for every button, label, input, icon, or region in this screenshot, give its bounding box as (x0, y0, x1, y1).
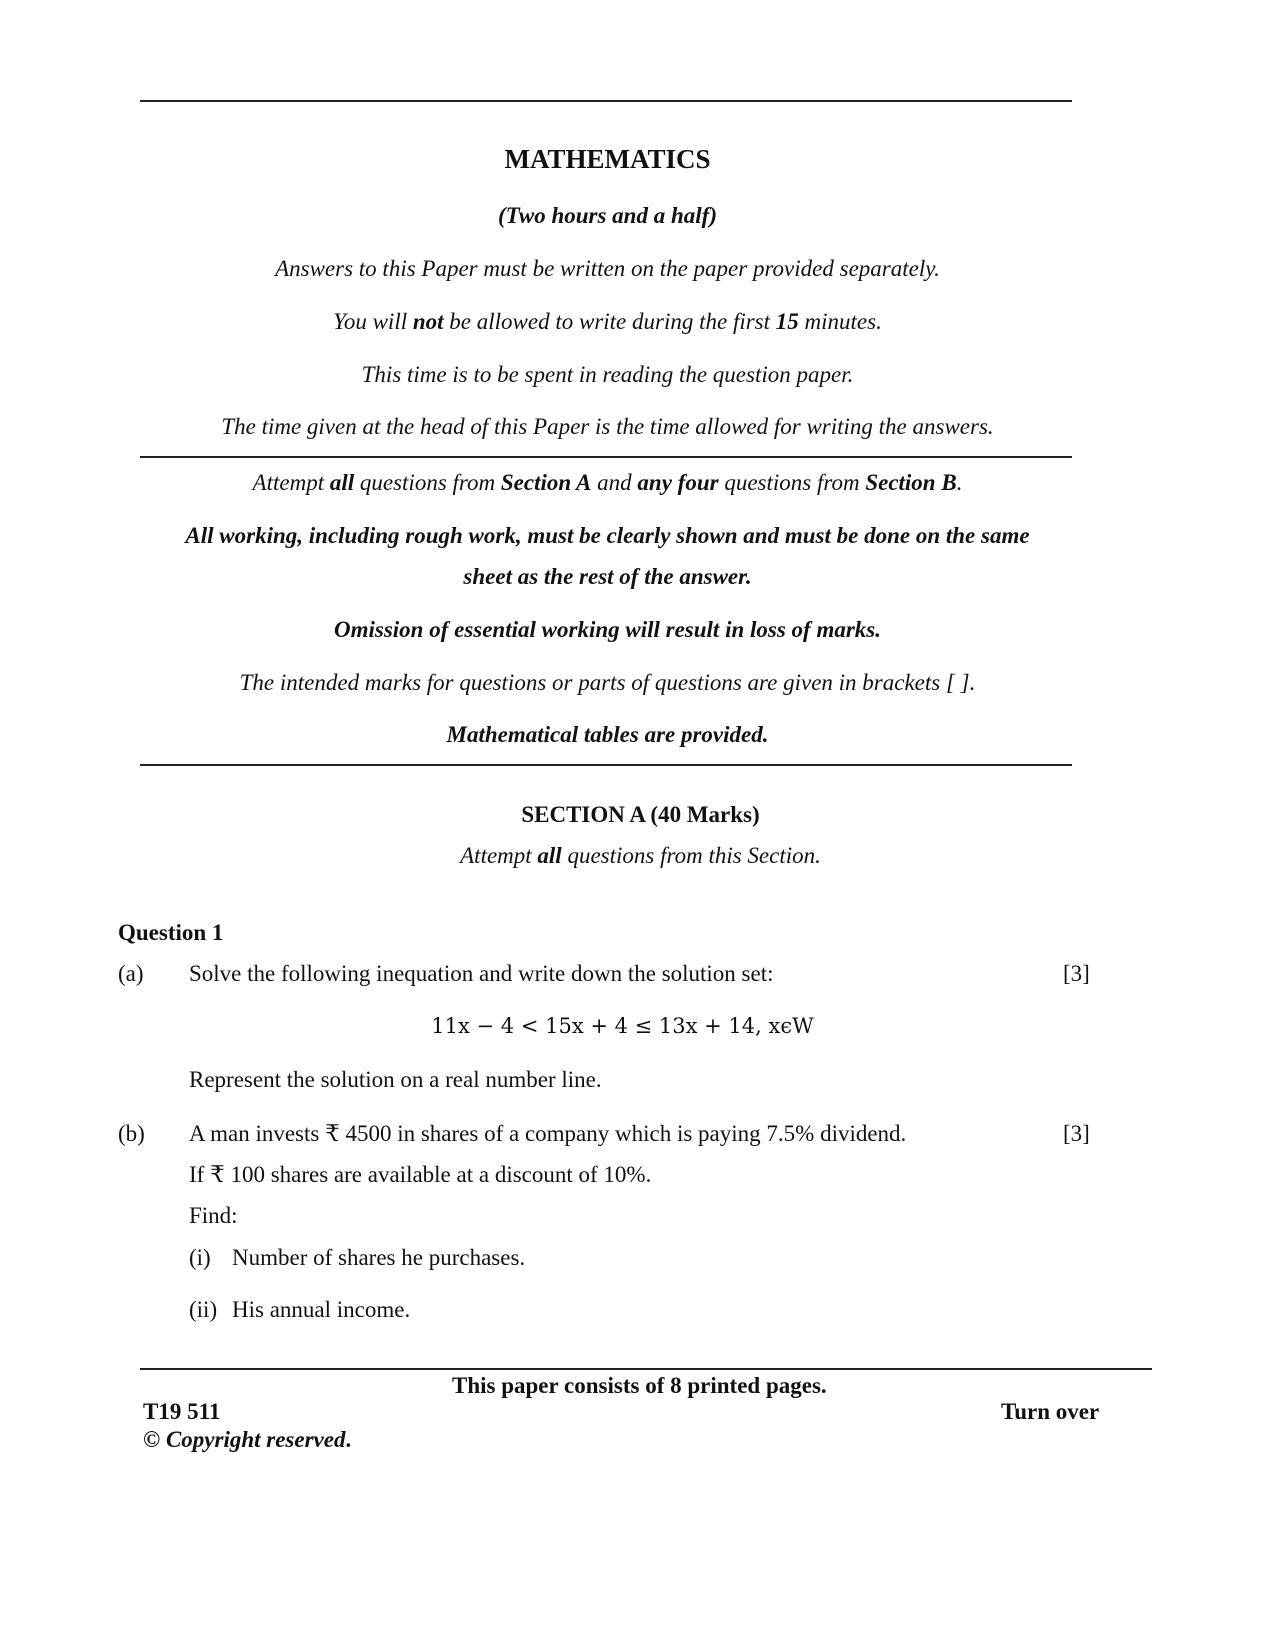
q1b-i-text: Number of shares he purchases. (232, 1245, 526, 1270)
marks-instruction: The intended marks for questions or parts of questions are given in brackets [ ]. (239, 670, 976, 695)
q1b-i-label: (i) (189, 1245, 211, 1270)
q1b-ii-label: (ii) (189, 1297, 218, 1322)
attempt-p2: questions from (354, 470, 501, 495)
q1a-label: (a) (118, 961, 144, 986)
working-instruction-line2: sheet as the rest of the answer. (463, 564, 752, 589)
attempt-p1: Attempt (252, 470, 330, 495)
q1b-line1: A man invests ₹ 4500 in shares of a company which is paying 7.5% dividend. (189, 1121, 907, 1146)
instruction-answers: Answers to this Paper must be written on the paper provided separately. (275, 256, 940, 281)
section-a-heading: SECTION A (40 Marks) (521, 802, 760, 827)
copyright (143, 1427, 351, 1453)
section-a-sub-pre: Attempt (460, 843, 538, 868)
copyright-dot: . (345, 1427, 352, 1452)
attempt-instruction (0, 470, 1245, 496)
instr2-not: not (412, 309, 444, 334)
copyright-symbol: © (143, 1427, 161, 1452)
attempt-p3: and (591, 470, 638, 495)
rules-rule (140, 764, 1072, 766)
attempt-section-a: Section A (500, 470, 592, 495)
working-instruction-line1: All working, including rough work, must be clearly shown and must be done on the same (185, 523, 1030, 548)
instruction-reading: This time is to be spent in reading the question paper. (361, 362, 854, 387)
question-1-title: Question 1 (118, 920, 224, 945)
paper-code: T19 511 (143, 1399, 221, 1424)
attempt-all: all (329, 470, 355, 495)
instruction-time-given: The time given at the head of this Paper is the time allowed for writing the answers. (221, 414, 994, 439)
attempt-section-b: Section B (865, 470, 957, 495)
section-a-subheading (3, 843, 1275, 869)
footer-rule (140, 1368, 1152, 1370)
footer-pages: This paper consists of 8 printed pages. (452, 1373, 827, 1398)
attempt-p5: . (956, 470, 963, 495)
top-rule (140, 100, 1072, 102)
section-a-sub-all: all (537, 843, 562, 868)
instr2-num: 15 (775, 309, 799, 334)
omission-instruction: Omission of essential working will result in loss of marks. (333, 617, 881, 642)
q1b-find: Find: (189, 1203, 238, 1228)
q1b-label: (b) (118, 1121, 145, 1146)
instr2-post: minutes. (798, 309, 882, 334)
duration: (Two hours and a half) (498, 203, 717, 228)
section-a-sub-post: questions from this Section. (561, 843, 821, 868)
q1a-text: Solve the following inequation and write down the solution set: (189, 961, 774, 986)
turn-over: Turn over (1001, 1399, 1100, 1424)
attempt-any-four: any four (637, 470, 719, 495)
q1b-marks: [3] (1063, 1121, 1090, 1146)
q1a-equation: 11x − 4 < 15x + 4 ≤ 13x + 14, xϵW (431, 1014, 814, 1038)
attempt-p4: questions from (718, 470, 866, 495)
q1b-ii-text: His annual income. (232, 1297, 411, 1322)
q1a-marks: [3] (1063, 961, 1090, 986)
page-title: MATHEMATICS (504, 144, 711, 174)
q1b-line2: If ₹ 100 shares are available at a discount of 10%. (189, 1162, 652, 1187)
instructions-rule (140, 456, 1072, 458)
instr2-pre: You will (333, 309, 413, 334)
q1a-represent: Represent the solution on a real number line. (189, 1067, 602, 1092)
instr2-mid: be allowed to write during the first (443, 309, 776, 334)
instruction-reading-time (0, 309, 1245, 335)
tables-instruction: Mathematical tables are provided. (446, 722, 769, 747)
copyright-text: Copyright reserved (165, 1427, 346, 1452)
